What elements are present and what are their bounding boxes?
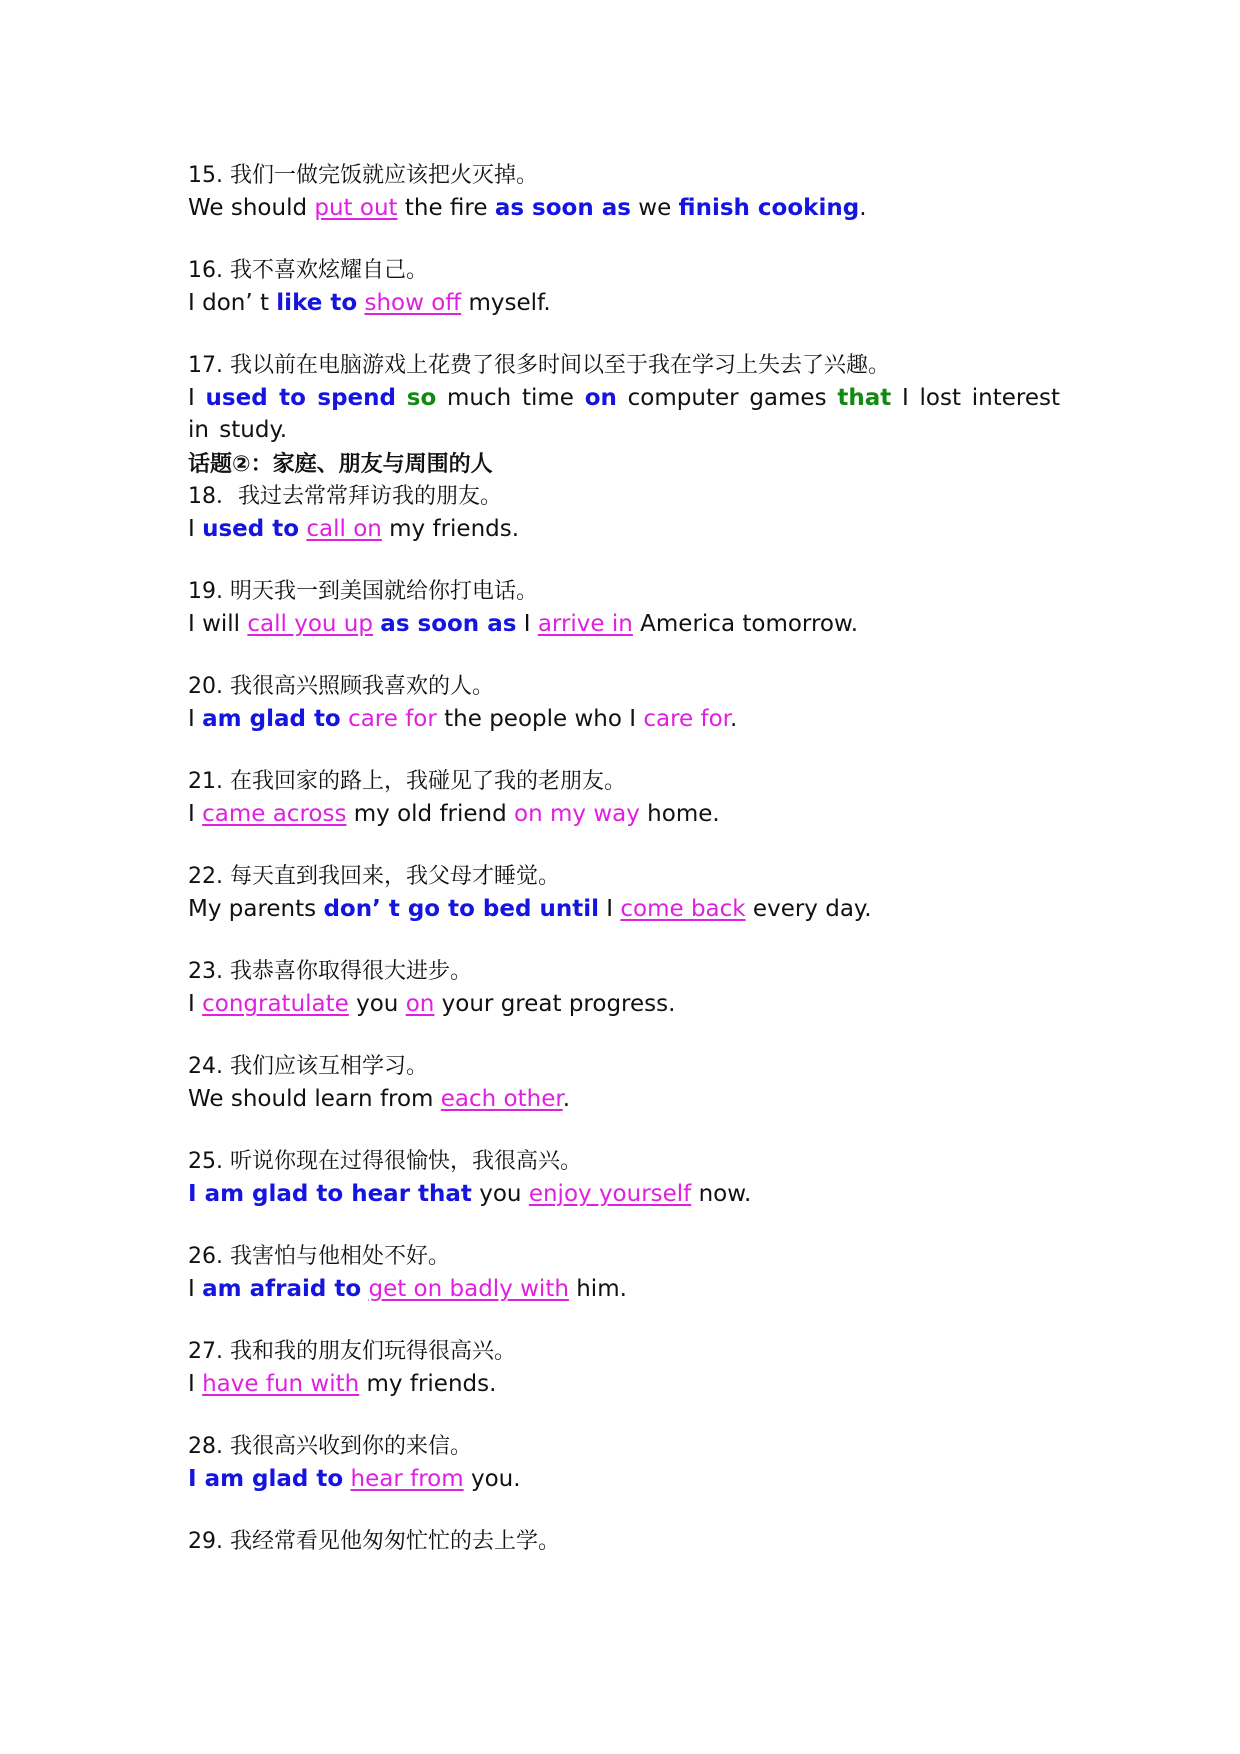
exercise-item xyxy=(188,766,1060,830)
plain-text: computer games xyxy=(616,385,838,411)
plain-text: we xyxy=(630,195,679,221)
exercise-item xyxy=(188,1526,1060,1558)
english-translation xyxy=(188,703,1060,735)
key-structure: like to xyxy=(276,290,358,316)
chinese-sentence: 22. 每天直到我回来，我父母才睡觉。 xyxy=(188,864,560,889)
plain-text: . xyxy=(562,1086,571,1112)
underlined-phrase: have fun with xyxy=(202,1371,360,1397)
topic-heading: 话题②：家庭、朋友与周围的人 xyxy=(188,452,493,477)
plain-text: you. xyxy=(463,1466,521,1492)
plain-text: your great progress. xyxy=(434,991,676,1017)
exercise-item xyxy=(188,1241,1060,1305)
key-structure: on xyxy=(584,385,617,411)
english-translation xyxy=(188,1463,1060,1495)
key-structure: I am glad to xyxy=(188,1466,344,1492)
english-translation xyxy=(188,1273,1060,1305)
chinese-sentence: 26. 我害怕与他相处不好。 xyxy=(188,1244,450,1269)
chinese-sentence: 15. 我们一做完饭就应该把火灭掉。 xyxy=(188,163,538,188)
underlined-phrase: on xyxy=(405,991,435,1017)
key-structure: am glad to xyxy=(202,706,341,732)
key-structure: I am glad to hear that xyxy=(188,1181,472,1207)
plain-text: every day. xyxy=(745,896,872,922)
underlined-phrase: enjoy yourself xyxy=(528,1181,692,1207)
english-translation xyxy=(188,988,1060,1020)
key-structure: finish cooking xyxy=(678,195,860,221)
underlined-phrase: hear from xyxy=(350,1466,464,1492)
english-translation xyxy=(188,287,1060,319)
key-phrase: on my way xyxy=(514,801,640,827)
plain-text: I xyxy=(188,516,203,542)
key-structure: am afraid to xyxy=(202,1276,362,1302)
plain-text: you xyxy=(471,1181,529,1207)
plain-text: I don’ t xyxy=(188,290,277,316)
key-structure: don’ t go to bed until xyxy=(323,896,599,922)
plain-text: . xyxy=(859,195,867,221)
chinese-sentence: 28. 我很高兴收到你的来信。 xyxy=(188,1434,472,1459)
exercise-item xyxy=(188,956,1060,1020)
plain-text: America tomorrow. xyxy=(632,611,859,637)
english-translation xyxy=(188,1368,1060,1400)
plain-text: . xyxy=(730,706,738,732)
plain-text xyxy=(341,706,348,732)
underlined-phrase: get on badly with xyxy=(368,1276,569,1302)
plain-text: We should xyxy=(188,195,315,221)
exercise-item xyxy=(188,160,1060,224)
underlined-phrase: congratulate xyxy=(202,991,349,1017)
underlined-phrase: show off xyxy=(364,290,462,316)
plain-text: My parents xyxy=(188,896,324,922)
key-phrase: care for xyxy=(348,706,437,732)
chinese-sentence: 17. 我以前在电脑游戏上花费了很多时间以至于我在学习上失去了兴趣。 xyxy=(188,353,890,378)
plain-text xyxy=(396,385,407,411)
exercise-item xyxy=(188,1051,1060,1115)
plain-text: my friends. xyxy=(381,516,520,542)
plain-text: I xyxy=(188,991,203,1017)
plain-text: myself. xyxy=(461,290,551,316)
plain-text: I xyxy=(516,611,538,637)
plain-text: I xyxy=(598,896,621,922)
english-translation xyxy=(188,798,1060,830)
english-translation xyxy=(188,1178,1060,1210)
exercise-item xyxy=(188,255,1060,319)
exercise-item xyxy=(188,576,1060,640)
exercise-item xyxy=(188,1431,1060,1495)
plain-text: now. xyxy=(691,1181,752,1207)
plain-text: I will xyxy=(188,611,248,637)
exercise-item xyxy=(188,861,1060,925)
exercise-item xyxy=(188,671,1060,735)
english-translation xyxy=(188,893,1060,925)
plain-text: my old friend xyxy=(346,801,515,827)
chinese-sentence: 19. 明天我一到美国就给你打电话。 xyxy=(188,579,538,604)
underlined-phrase: put out xyxy=(314,195,398,221)
underlined-phrase: call on xyxy=(306,516,382,542)
document-page xyxy=(188,160,1060,1589)
plain-text: my friends. xyxy=(359,1371,497,1397)
exercise-item xyxy=(188,350,1060,446)
plain-text: you xyxy=(348,991,406,1017)
chinese-sentence: 18．我过去常常拜访我的朋友。 xyxy=(188,484,502,509)
key-structure: as soon as xyxy=(494,195,631,221)
english-translation xyxy=(188,608,1060,640)
underlined-phrase: call you up xyxy=(247,611,373,637)
english-translation xyxy=(188,1083,1060,1115)
chinese-sentence: 29. 我经常看见他匆匆忙忙的去上学。 xyxy=(188,1529,560,1554)
exercise-item xyxy=(188,449,1060,545)
plain-text: him. xyxy=(568,1276,627,1302)
chinese-sentence: 24. 我们应该互相学习。 xyxy=(188,1054,428,1079)
english-translation xyxy=(188,382,1060,446)
english-translation xyxy=(188,192,1060,224)
chinese-sentence: 20. 我很高兴照顾我喜欢的人。 xyxy=(188,674,494,699)
plain-text: I xyxy=(188,1371,203,1397)
chinese-sentence: 25. 听说你现在过得很愉快，我很高兴。 xyxy=(188,1149,582,1174)
chinese-sentence: 23. 我恭喜你取得很大进步。 xyxy=(188,959,472,984)
chinese-sentence: 16. 我不喜欢炫耀自己。 xyxy=(188,258,428,283)
chinese-sentence: 27. 我和我的朋友们玩得很高兴。 xyxy=(188,1339,516,1364)
underlined-phrase: each other xyxy=(440,1086,563,1112)
key-structure: as soon as xyxy=(380,611,517,637)
plain-text: I xyxy=(188,385,206,411)
plain-text: home. xyxy=(639,801,720,827)
plain-text: the fire xyxy=(397,195,495,221)
plain-text: We should learn from xyxy=(188,1086,441,1112)
key-connector: so xyxy=(406,385,437,411)
underlined-phrase: come back xyxy=(620,896,746,922)
plain-text xyxy=(343,1466,350,1492)
plain-text: much time xyxy=(436,385,585,411)
plain-text: the people who I xyxy=(436,706,644,732)
exercise-item xyxy=(188,1336,1060,1400)
key-connector: that xyxy=(837,385,892,411)
plain-text: I xyxy=(188,801,203,827)
plain-text: I lost interest in study. xyxy=(188,385,1060,443)
underlined-phrase: arrive in xyxy=(537,611,633,637)
key-structure: used to spend xyxy=(205,385,396,411)
key-phrase: care for xyxy=(643,706,731,732)
exercise-item xyxy=(188,1146,1060,1210)
plain-text: I xyxy=(188,1276,203,1302)
plain-text: I xyxy=(188,706,203,732)
chinese-sentence: 21. 在我回家的路上，我碰见了我的老朋友。 xyxy=(188,769,626,794)
english-translation xyxy=(188,513,1060,545)
key-structure: used to xyxy=(202,516,300,542)
underlined-phrase: came across xyxy=(202,801,347,827)
